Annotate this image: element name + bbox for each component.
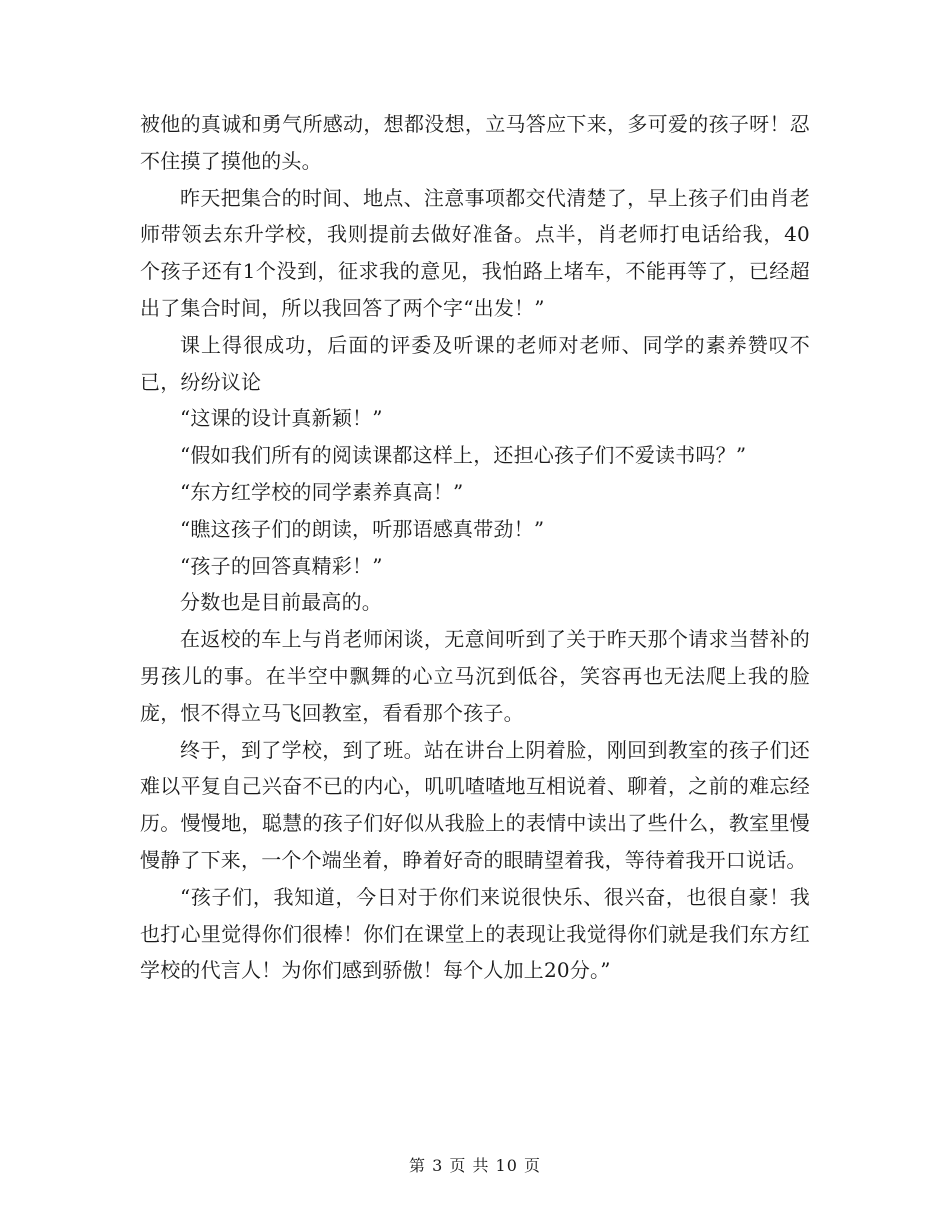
document-body	[140, 106, 810, 989]
quote-1: “这课的设计真新颖！”	[180, 406, 383, 431]
quote-4: “瞧这孩子们的朗读，听那语感真带劲！”	[180, 516, 545, 541]
quote-2: “假如我们所有的阅读课都这样上，还担心孩子们不爱读书吗？”	[180, 443, 747, 468]
paragraph-return: 在返校的车上与肖老师闲谈，无意间听到了关于昨天那个请求当替补的男孩儿的事。在半空中飘舞的心立马沉到低谷，笑容再也无法爬上我的脸庞，恨不得立马飞回教室，看看那个孩子。	[140, 627, 810, 725]
paragraph-score: 分数也是目前最高的。	[180, 590, 382, 615]
paragraph-3: 课上得很成功，后面的评委及听课的老师对老师、同学的素养赞叹不已，纷纷议论	[140, 332, 810, 394]
paragraph-classroom: 终于，到了学校，到了班。站在讲台上阴着脸，刚回到教室的孩子们还难以平复自己兴奋不已的内心，叽叽喳喳地互相说着、聊着，之前的难忘经历。慢慢地，聪慧的孩子们好似从我脸上的表情中读出了些什么，教室里慢慢静了下来，一个个端坐着，睁着好奇的眼睛望着我，等待着我开口说话。	[140, 737, 810, 872]
quote-5: “孩子的回答真精彩！”	[180, 553, 383, 578]
page-number-footer: 第 3 页 共 10 页	[409, 1156, 541, 1175]
paragraph-speech: “孩子们，我知道，今日对于你们来说很快乐、很兴奋，也很自豪！我也打心里觉得你们很棒！你们在课堂上的表现让我觉得你们就是我们东方红学校的代言人！为你们感到骄傲！每个人加上20分。”	[140, 884, 810, 983]
paragraph-1: 被他的真诚和勇气所感动，想都没想，立马答应下来，多可爱的孩子呀！忍不住摸了摸他的头。	[140, 112, 810, 173]
quote-3: “东方红学校的同学素养真高！”	[180, 479, 464, 504]
paragraph-2: 昨天把集合的时间、地点、注意事项都交代清楚了，早上孩子们由肖老师带领去东升学校，我则提前去做好准备。点半，肖老师打电话给我，40个孩子还有1个没到，征求我的意见，我怕路上堵车，不能再等了，已经超出了集合时间，所以我回答了两个字“出发！”	[140, 185, 810, 320]
